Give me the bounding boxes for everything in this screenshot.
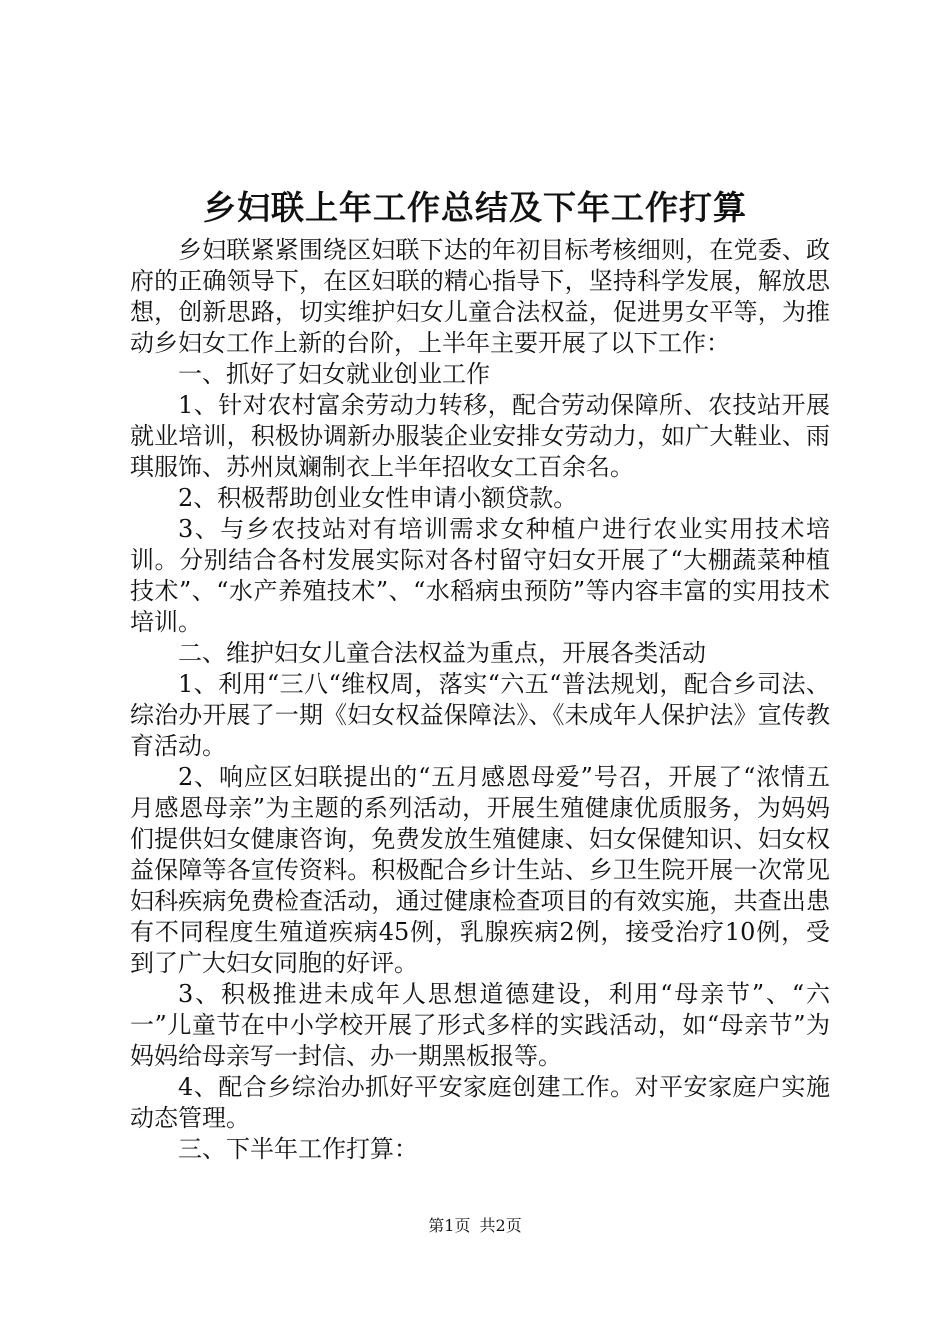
section-1-item-1: 1、针对农村富余劳动力转移，配合劳动保障所、农技站开展就业培训，积极协调新办服装企业安排女劳动力，如广大鞋业、雨琪服饰、苏州岚斓制衣上半年招收女工百余名。 [130, 391, 830, 481]
document-title: 乡妇联上年工作总结及下年工作打算 [203, 188, 747, 227]
section-heading-1: 一、抓好了妇女就业创业工作 [178, 360, 490, 388]
page-footer [0, 1215, 950, 1237]
document-body [130, 235, 830, 1165]
section-2-item-1: 1、利用“三八“维权周，落实“六五“普法规划，配合乡司法、综治办开展了一期《妇女权益保障法》、《未成年人保护法》宣传教育活动。 [130, 670, 830, 760]
section-heading-3: 三、下半年工作打算： [178, 1135, 418, 1163]
section-1-item-2: 2、积极帮助创业女性申请小额贷款。 [178, 484, 578, 512]
section-2-item-2: 2、响应区妇联提出的“五月感恩母爱”号召，开展了“浓情五月感恩母亲”为主题的系列活动，开展生殖健康优质服务，为妈妈们提供妇女健康咨询，免费发放生殖健康、妇女保健知识、妇女权益保障等各宣传资料。积极配合乡计生站、乡卫生院开展一次常见妇科疾病免费检查活动，通过健康检查项目的有效实施，共查出患有不同程度生殖道疾病45例，乳腺疾病2例，接受治疗10例，受到了广大妇女同胞的好评。 [130, 763, 830, 977]
section-1-item-3: 3、与乡农技站对有培训需求女种植户进行农业实用技术培训。分别结合各村发展实际对各村留守妇女开展了“大棚蔬菜种植技术”、“水产养殖技术”、“水稻病虫预防”等内容丰富的实用技术培训。 [130, 515, 830, 636]
intro-paragraph: 乡妇联紧紧围绕区妇联下达的年初目标考核细则，在党委、政府的正确领导下，在区妇联的精心指导下，坚持科学发展，解放思想，创新思路，切实维护妇女儿童合法权益，促进男女平等，为推动乡妇女工作上新的台阶，上半年主要开展了以下工作： [130, 236, 830, 357]
section-2-item-4: 4、配合乡综治办抓好平安家庭创建工作。对平安家庭户实施动态管理。 [130, 1073, 830, 1132]
page-total: 共2页 [479, 1216, 522, 1235]
section-heading-2: 二、维护妇女儿童合法权益为重点，开展各类活动 [178, 639, 706, 667]
section-2-item-3: 3、积极推进未成年人思想道德建设，利用“母亲节”、“六一”儿童节在中小学校开展了形式多样的实践活动，如“母亲节”为妈妈给母亲写一封信、办一期黑板报等。 [130, 980, 830, 1070]
page-number: 第1页 [428, 1216, 471, 1235]
